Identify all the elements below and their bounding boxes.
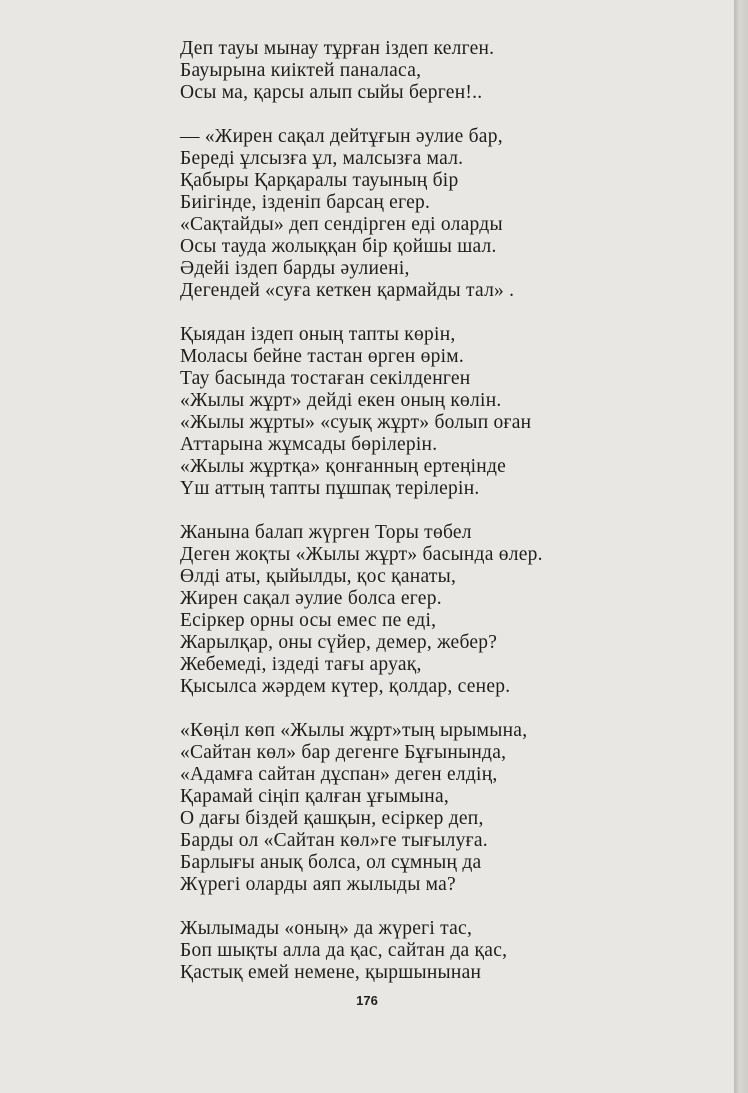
poem-line: «Сақтайды» деп сендірген еді оларды (180, 214, 503, 235)
poem-line: Қастық емей немене, қыршынынан (180, 962, 482, 983)
poem-line: Қысылса жәрдем күтер, қолдар, сенер. (180, 676, 511, 697)
poem-line: О дағы біздей қашқын, есіркер деп, (180, 808, 484, 829)
poem-line: Боп шықты алла да қас, сайтан да қас, (180, 940, 508, 961)
page-edge (734, 0, 748, 1093)
poem-line: Қыядан іздеп оның тапты көрін, (180, 324, 456, 345)
poem-line: «Жылы жұрт» дейді екен оның көлін. (180, 390, 502, 411)
poem-line: Барды ол «Сайтан көл»ге тығылуға. (180, 830, 488, 851)
poem-line: Биігінде, ізденіп барсаң егер. (180, 192, 431, 213)
poem-line: Осы тауда жолыққан бір қойшы шал. (180, 236, 497, 257)
poem-line: Өлді аты, қыйылды, қос қанаты, (180, 566, 457, 587)
poem-line: Аттарына жұмсады бөрілерін. (180, 434, 438, 455)
poem-line: Деген жоқты «Жылы жұрт» басында өлер. (180, 544, 543, 565)
poem-line: Жүрегі оларды аяп жылыды ма? (180, 874, 456, 895)
page-number: 176 (356, 993, 378, 1008)
stanza-1 (180, 38, 650, 104)
poem-line: Әдейі іздеп барды әулиені, (180, 258, 410, 279)
poem-line: Моласы бейне тастан өрген өрім. (180, 346, 464, 367)
stanza-3 (180, 324, 650, 500)
stanza-4 (180, 522, 650, 698)
poem-line: «Сайтан көл» бар дегенге Бұғынында, (180, 742, 507, 763)
poem-line: Үш аттың тапты пұшпақ терілерін. (180, 478, 480, 499)
poem-line: Есіркер орны осы емес пе еді, (180, 610, 437, 631)
poem-line: Дегендей «суға кеткен қармайды тал» . (180, 280, 515, 301)
stanza-gap (180, 302, 650, 324)
poem-line: Жылымады «оның» да жүрегі тас, (180, 918, 473, 939)
poem-text (180, 38, 650, 984)
poem-line: Қарамай сіңіп қалған ұғымына, (180, 786, 449, 807)
stanza-6 (180, 918, 650, 984)
poem-line: «Жылы жұртқа» қонғанның ертеңінде (180, 456, 507, 477)
stanza-5 (180, 720, 650, 896)
stanza-gap (180, 698, 650, 720)
poem-line: Осы ма, қарсы алып сыйы берген!.. (180, 82, 483, 103)
poem-line: Барлығы анық болса, ол сұмның да (180, 852, 482, 873)
poem-line: — «Жирен сақал дейтұғын әулие бар, (180, 126, 503, 147)
poem-line: «Жылы жұрты» «суық жұрт» болып оған (180, 412, 532, 433)
poem-line: Жанына балап жүрген Торы төбел (180, 522, 472, 543)
stanza-2 (180, 126, 650, 302)
poem-line: Жирен сақал әулие болса егер. (180, 588, 442, 609)
poem-line: Тау басында тостаған секілденген (180, 368, 471, 389)
poem-line: Деп тауы мынау тұрған іздеп келген. (180, 38, 495, 59)
stanza-gap (180, 500, 650, 522)
poem-line: Жебемеді, іздеді тағы аруақ, (180, 654, 422, 675)
poem-line: Бауырына киіктей паналаса, (180, 60, 422, 81)
poem-line: Жарылқар, оны сүйер, демер, жебер? (180, 632, 498, 653)
poem-line: «Адамға сайтан дұспан» деген елдің, (180, 764, 498, 785)
stanza-gap (180, 896, 650, 918)
stanza-gap (180, 104, 650, 126)
poem-line: Қабыры Қарқаралы тауының бір (180, 170, 459, 191)
poem-line: «Көңіл көп «Жылы жұрт»тың ырымына, (180, 720, 528, 741)
poem-line: Береді ұлсызға ұл, малсызға мал. (180, 148, 464, 169)
